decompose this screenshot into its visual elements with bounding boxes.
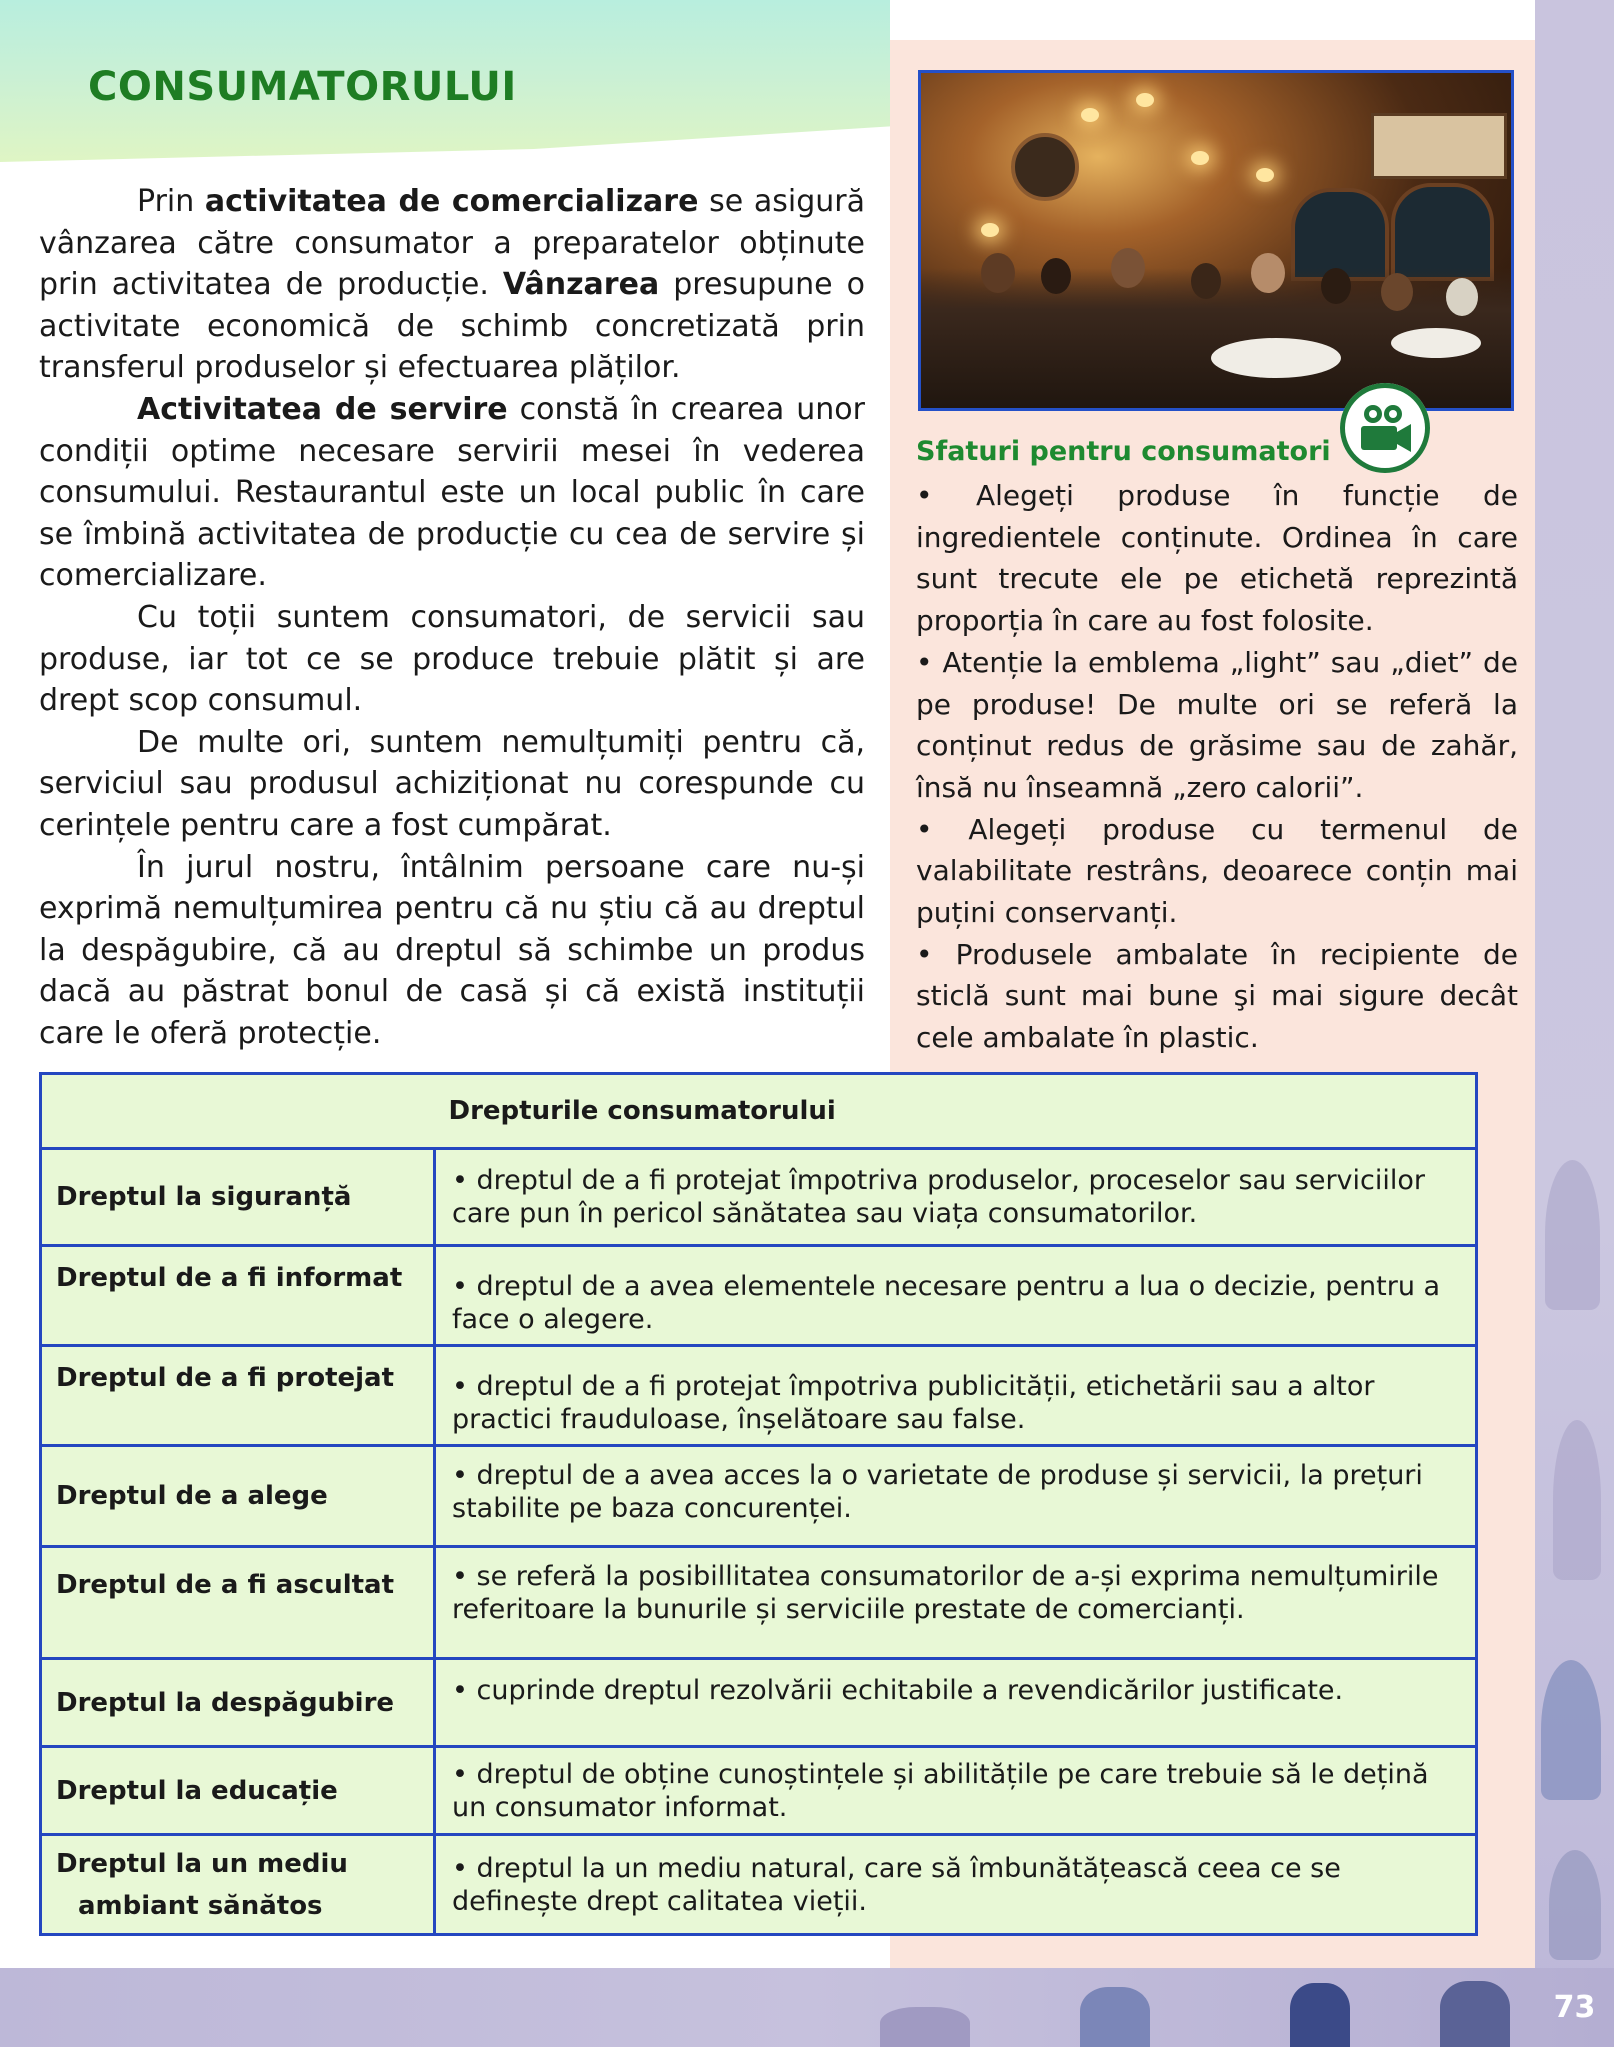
table-row [41,1747,1477,1835]
right-name: Dreptul de a fi ascultat [41,1547,435,1659]
right-name: Dreptul de a fi protejat [41,1346,435,1446]
right-description: • dreptul la un mediu natural, care să îmbunătățească ceea ce se definește drept calitatea vieții. [435,1835,1477,1935]
page-number: 73 [1553,1990,1596,2025]
right-description: • cuprinde dreptul rezolvării echitabile a revendicărilor justificate. [435,1659,1477,1747]
page-title: CONSUMATORULUI [88,64,517,110]
panel-top-margin [890,0,1535,40]
right-description: • dreptul de a fi protejat împotriva publicității, etichetării sau a altor practici frauduloase, înșelătoare sau false. [435,1346,1477,1446]
paragraph-serving: Activitatea de servire constă în crearea unor condiții optime necesare servirii mesei în vederea consumului. Restaurantul este un local public în care se îmbină activitatea de producție cu cea de servire și comercializare. [39,391,865,594]
paragraph-compensation: În jurul nostru, întâlnim persoane care nu-și exprimă nemulțumirea pentru că nu știu că au dreptul la despăgubire, că au dreptul să schimbe un produs dacă au păstrat bonul de casă și că există instituții care le oferă protecție. [39,849,865,1051]
paragraph-dissatisfaction: De multe ori, suntem nemulțumiți pentru că, serviciul sau produsul achiziționat nu corespunde cu cerințele pentru care a fost cumpărat. [39,724,865,843]
table-row [41,1246,1477,1346]
right-name: Dreptul de a alege [41,1446,435,1547]
table-row [41,1659,1477,1747]
advice-title: Sfaturi pentru consumatori [916,436,1331,467]
decorative-side-strip [1535,0,1614,2047]
right-name-line: Dreptul la un mediu [56,1848,348,1879]
advice-item: • Atenție la emblema „light” sau „diet” de pe produse! De multe ori se referă la conținut redus de grăsime sau de zahăr, însă nu înseamnă „zero calorii”. [916,645,1518,804]
table-header-row [41,1074,1477,1149]
table-row [41,1547,1477,1659]
restaurant-photo [918,70,1514,411]
advice-item: • Alegeți produse în funcție de ingredientele conținute. Ordinea în care sunt trecute ele pe etichetă reprezintă proporția în care au fost folosite. [916,479,1518,638]
video-camera-icon[interactable] [1340,383,1430,473]
table-row [41,1346,1477,1446]
right-description: • se referă la posibillitatea consumatorilor de a-și exprima nemulțumirile referitoare la bunurile și serviciile prestate de comercianți. [435,1547,1477,1659]
advice-item: • Alegeți produse cu termenul de valabilitate restrâns, deoarece conțin mai puțini conservanți. [916,812,1518,930]
right-name-line: ambiant sănătos [78,1890,323,1921]
right-name: Dreptul la educație [41,1747,435,1835]
advice-list [916,475,1518,1059]
table-row [41,1835,1477,1935]
right-description: • dreptul de a avea acces la o varietate de produse și servicii, la prețuri stabilite pe baza concurenței. [435,1446,1477,1547]
paragraph-commercialization: Prin activitatea de comercializare se asigură vânzarea către consumator a preparatelor obținute prin activitatea de producție. Vânzarea presupune o activitate economică de schimb concretizată prin transferul produselor și efectuarea plăților. [39,184,865,386]
paragraph-consumers: Cu toții suntem consumatori, de servicii sau produse, iar tot ce se produce trebuie plătit și are drept scop consumul. [39,599,865,719]
right-description: • dreptul de a avea elementele necesare pentru a lua o decizie, pentru a face o alegere. [435,1246,1477,1346]
right-name: Dreptul la siguranță [41,1149,435,1246]
table-row [41,1149,1477,1246]
right-name: Dreptul de a fi informat [41,1246,435,1346]
right-name: Dreptul la despăgubire [41,1659,435,1747]
main-text-column [39,181,865,1054]
right-description: • dreptul de a fi protejat împotriva produselor, proceselor sau serviciilor care pun în pericol sănătatea sau viața consumatorilor. [435,1149,1477,1246]
consumer-rights-table [39,1072,1478,1936]
right-name [41,1835,435,1935]
decorative-bottom-band [0,1968,1614,2047]
table-title: Drepturile consumatorului [435,1074,1477,1149]
table-row [41,1446,1477,1547]
right-description: • dreptul de obține cunoștințele și abilitățile pe care trebuie să le dețină un consumator informat. [435,1747,1477,1835]
advice-item: • Produsele ambalate în recipiente de sticlă sunt mai bune şi mai sigure decât cele ambalate în plastic. [916,937,1518,1055]
